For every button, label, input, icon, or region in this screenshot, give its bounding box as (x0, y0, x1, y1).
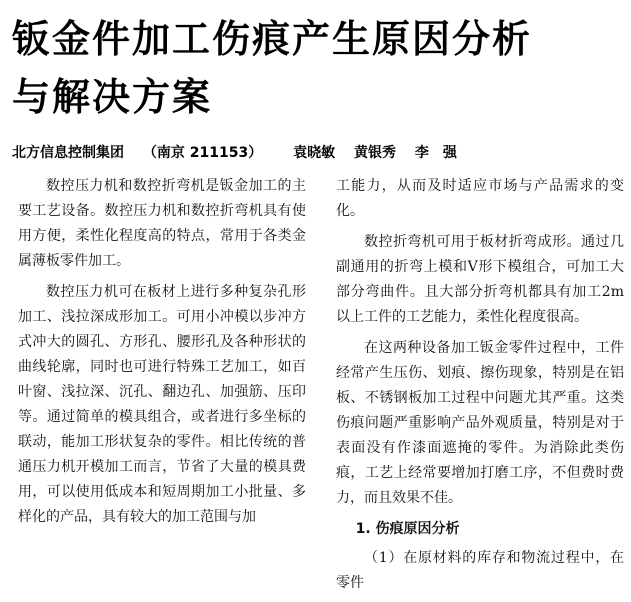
paragraph: 数控压力机和数控折弯机是钣金加工的主要工艺设备。数控压力机和数控折弯机具有使用方便，柔性化程度高的特点，常用于各类金属薄板零件加工。 (18, 178, 306, 269)
body-column-left (18, 174, 306, 536)
title-line-1: 钣金件加工伤痕产生原因分析 (12, 17, 533, 61)
body-column-right (336, 174, 624, 602)
author-location: （南京 211153） (142, 145, 263, 161)
author-name: 袁晓敏 (293, 145, 336, 161)
author-name: 李 强 (414, 145, 457, 161)
author-name: 黄银秀 (353, 145, 396, 161)
paragraph: 在这两种设备加工钣金零件过程中，工件经常产生压伤、划痕、擦伤现象，特别是在铝板、不锈钢板加工过程中问题尤其严重。这类伤痕问题严重影响产品外观质量，特别是对于表面没有作漆面遮掩的零件。为消除此类伤痕，工艺上经常要增加打磨工序，不但费时费力，而且效果不佳。 (336, 340, 624, 506)
title-line-2: 与解决方案 (12, 75, 213, 119)
section-heading: 1. 伤痕原因分析 (355, 521, 460, 537)
byline (12, 143, 612, 163)
paragraph: 数控压力机可在板材上进行多种复杂孔形加工、浅拉深成形加工。可用小冲模以步冲方式冲大的圆孔、方形孔、腰形孔及各种形状的曲线轮廓，同时也可进行特殊工艺加工，如百叶窗、浅拉深、沉孔、翻边孔、加强筋、压印等。通过简单的模具组合，或者进行多坐标的联动，能加工形状复杂的零件。相比传统的普通压力机开模加工而言，节省了大量的模具费用，可以使用低成本和短周期加工小批量、多样化的产品，具有较大的加工范围与加 (18, 284, 306, 525)
paragraph-continued: 工能力，从而及时适应市场与产品需求的变化。 (336, 178, 624, 219)
paragraph: （1）在原材料的库存和物流过程中，在零件 (336, 550, 624, 591)
paragraph: 数控折弯机可用于板材折弯成形。通过几副通用的折弯上模和V形下模组合，可加工大部分弯曲件。且大部分折弯机都具有加工2m以上工件的工艺能力，柔性化程度很高。 (336, 234, 624, 325)
author-organization: 北方信息控制集团 (12, 145, 124, 161)
article-title (12, 10, 612, 126)
